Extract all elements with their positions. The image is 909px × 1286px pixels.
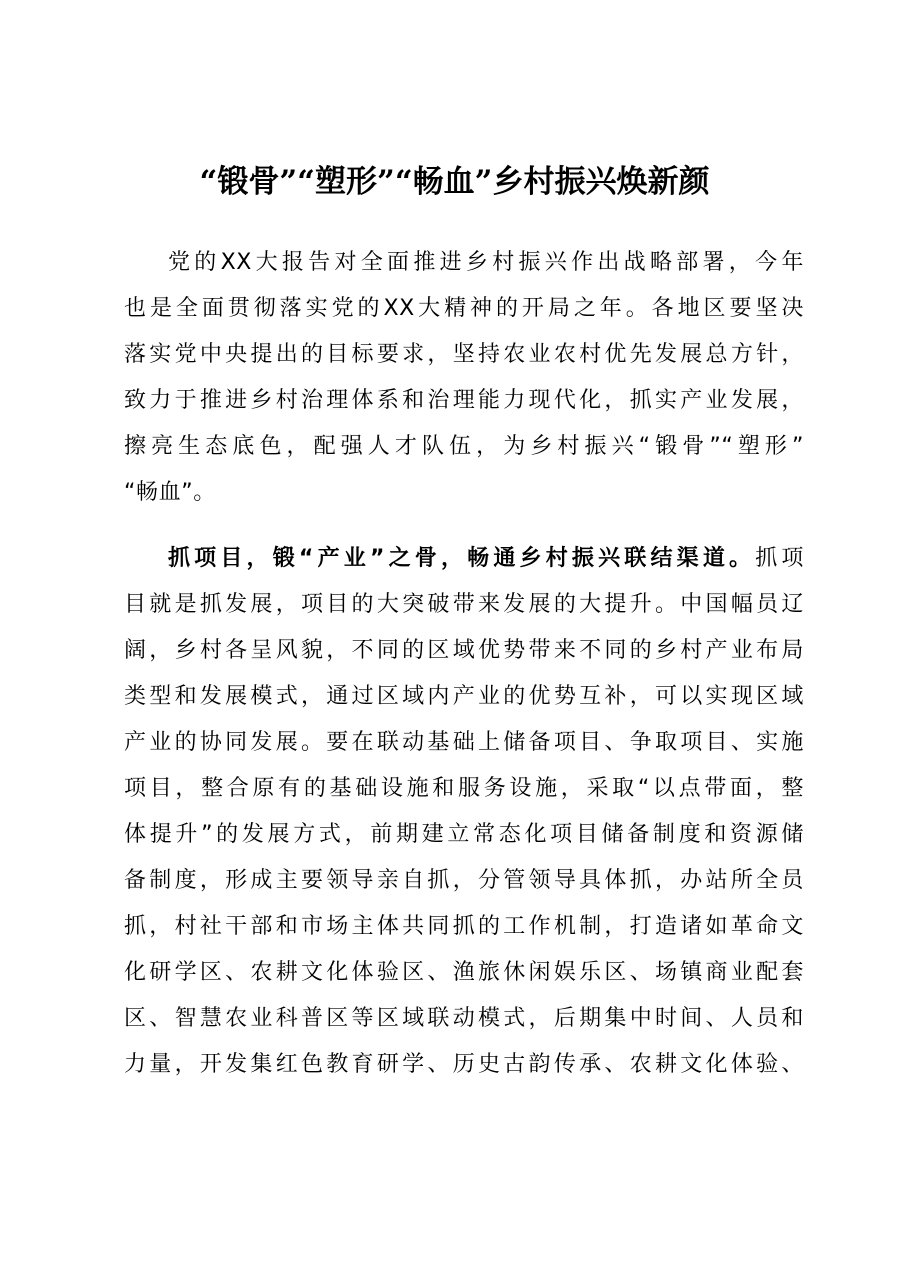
document-title: “锻骨”“塑形”“畅血”乡村振兴焕新颜 (199, 164, 710, 200)
text-line: 备制度，形成主要领导亲自抓，分管领导具体抓，办站所全员 (124, 868, 804, 893)
text-line: 落实党中央提出的目标要求，坚持农业农村优先发展总方针， (124, 342, 804, 367)
text-line: 致力于推进乡村治理体系和治理能力现代化，抓实产业发展， (124, 388, 804, 413)
text-line (124, 536, 804, 582)
text-line: 区、智慧农业科普区等区域联动模式，后期集中时间、人员和 (124, 1006, 804, 1031)
text-line: 也是全面贯彻落实党的XX大精神的开局之年。各地区要坚决 (124, 296, 804, 321)
paragraph-projects (124, 536, 804, 1088)
paragraph-intro (124, 240, 804, 516)
document-body (124, 240, 804, 1088)
text-line: “畅血”。 (124, 480, 216, 505)
text-line: 党的XX大报告对全面推进乡村振兴作出战略部署，今年 (168, 250, 804, 275)
text-line: 力量，开发集红色教育研学、历史古韵传承、农耕文化体验、 (124, 1052, 804, 1077)
text-line: 目就是抓发展，项目的大突破带来发展的大提升。中国幅员辽 (124, 592, 804, 617)
text-line: 抓，村社干部和市场主体共同抓的工作机制，打造诸如革命文 (124, 914, 804, 939)
text-line: 阔，乡村各呈风貌，不同的区域优势带来不同的乡村产业布局 (124, 638, 804, 663)
text-line: 产业的协同发展。要在联动基础上储备项目、争取项目、实施 (124, 730, 804, 755)
text-line: 类型和发展模式，通过区域内产业的优势互补，可以实现区域 (124, 684, 804, 709)
paragraph-spacer (124, 516, 804, 536)
paragraph-heading: 抓项目，锻“产业”之骨，畅通乡村振兴联结渠道。 (168, 546, 756, 571)
text-line: 擦亮生态底色，配强人才队伍，为乡村振兴“锻骨”“塑形” (124, 434, 804, 459)
text-run: 抓项 (755, 546, 804, 571)
text-line: 体提升”的发展方式，前期建立常态化项目储备制度和资源储 (124, 822, 804, 847)
text-line: 项目，整合原有的基础设施和服务设施，采取“以点带面，整 (124, 776, 804, 801)
text-line: 化研学区、农耕文化体验区、渔旅休闲娱乐区、场镇商业配套 (124, 960, 804, 985)
